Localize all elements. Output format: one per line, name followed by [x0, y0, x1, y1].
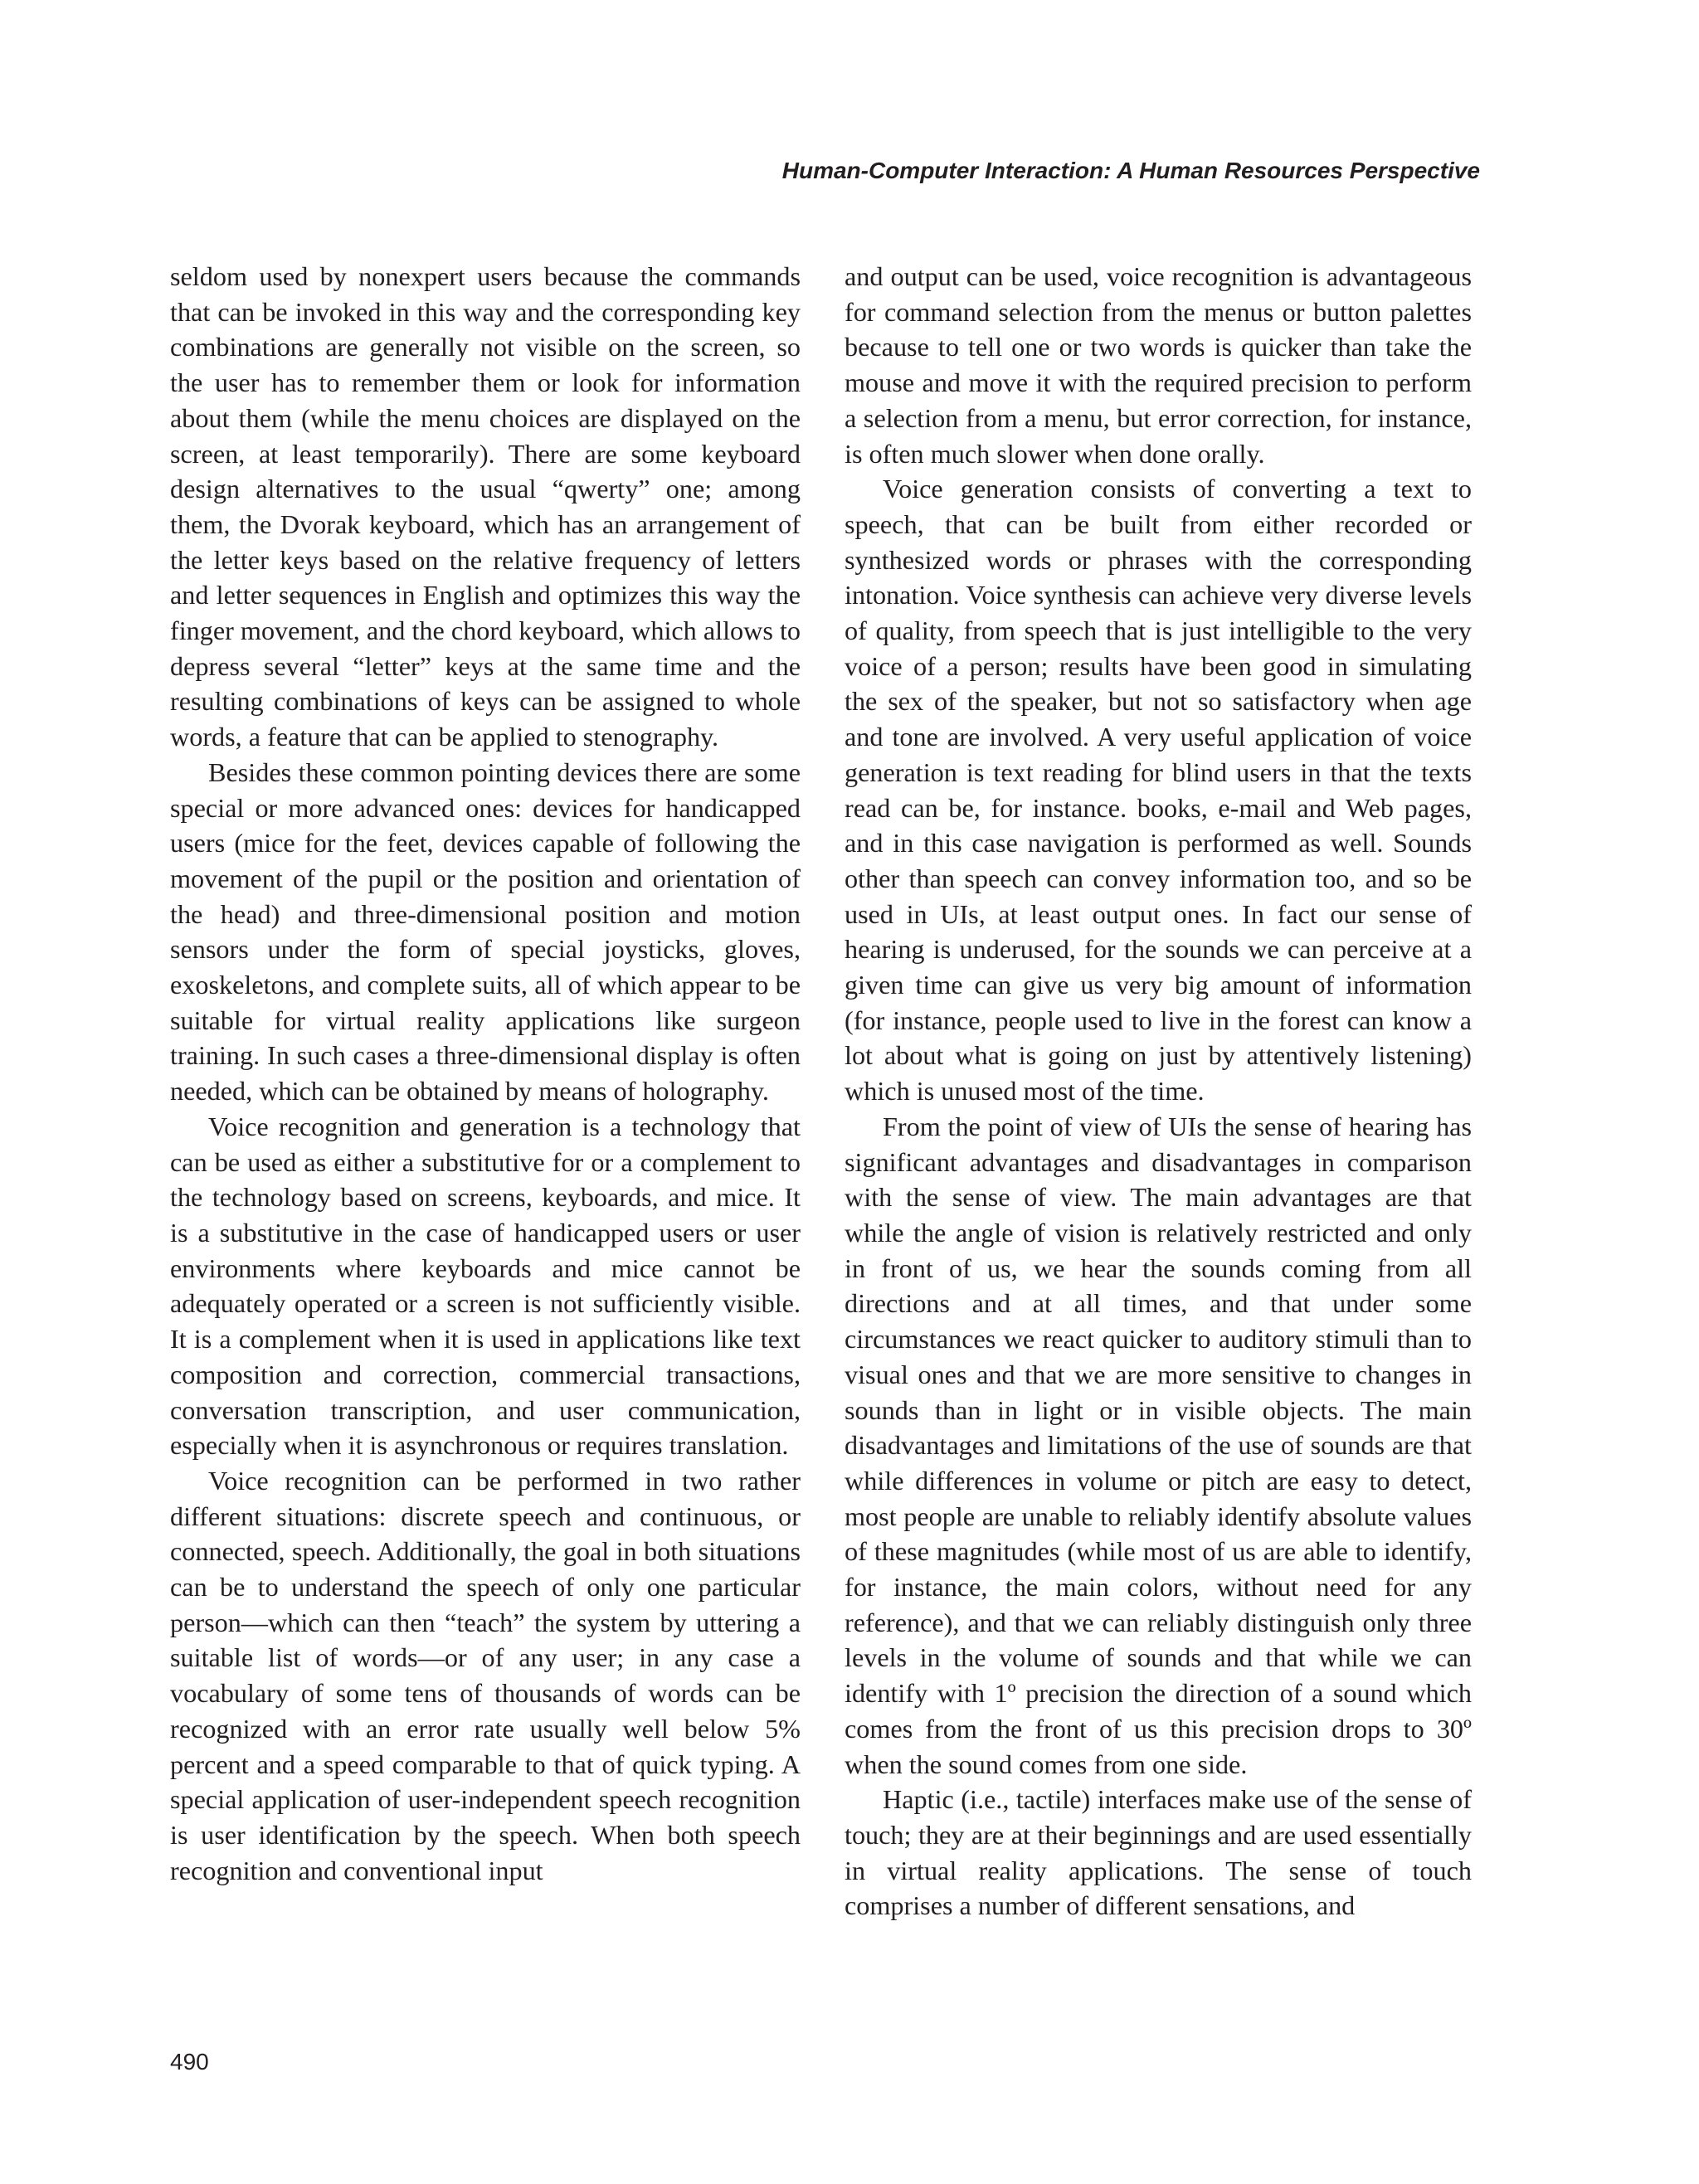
paragraph: Haptic (i.e., tactile) interfaces make use of the sense of touch; they are at their beginnings and are used essentially in virtual reality applications. The sense of touch comprises a number of different sensations, and [845, 1784, 1472, 1921]
paragraph: Voice generation consists of converting a text to speech, that can be built from either recorded or synthesized words or phrases with the corresponding intonation. Voice synthesis can achieve very diverse levels of quality, from speech that is just intelligible to the very voice of a person; results have been good in simulating the sex of the speaker, but not so satisfactory when age and tone are involved. A very useful application of voice generation is text reading for blind users in that the texts read can be, for instance. books, e-mail and Web pages, and in this case navigation is performed as well. Sounds other than speech can convey information too, and so be used in UIs, at least output ones. In fact our sense of hearing is underused, for the sounds we can perceive at a given time can give us very big amount of information (for instance, people used to live in the forest can know a lot about what is going on just by attentively listening) which is unused most of the time. [845, 474, 1472, 1107]
right-column [845, 259, 1472, 1924]
paragraph: From the point of view of UIs the sense of hearing has significant advantages and disadvantages in comparison with the sense of view. The main advantages are that while the angle of vision is relatively restricted and only in front of us, we hear the sounds coming from all directions and at all times, and that under some circumstances we react quicker to auditory stimuli than to visual ones and that we are more sensitive to changes in sounds than in light or in visible objects. The main disadvantages and limitations of the use of sounds are that while differences in volume or pitch are easy to detect, most people are unable to reliably identify absolute values of these magnitudes (while most of us are able to identify, for instance, the main colors, without need for any reference), and that we can reliably distinguish only three levels in the volume of sounds and that while we can identify with 1º precision the direction of a sound which comes from the front of us this precision drops to 30º when the sound comes from one side. [845, 1111, 1472, 1779]
running-header: Human-Computer Interaction: A Human Resources Perspective [781, 158, 1480, 183]
paragraph: Voice recognition and generation is a technology that can be used as either a substitutive for or a complement to the technology based on screens, keyboards, and mice. It is a substitutive in the case of handicapped users or user environments where keyboards and mice cannot be adequately operated or a screen is not sufficiently visible. It is a complement when it is used in applications like text composition and correction, commercial transactions, conversation transcription, and user communication, especially when it is asynchronous or requires translation. [170, 1111, 801, 1461]
paragraph: Voice recognition can be performed in two rather different situations: discrete speech and continuous, or connected, speech. Additionally, the goal in both situations can be to understand the speech of only one particular person—which can then “teach” the system by uttering a suitable list of words—or of any user; in any case a vocabulary of some tens of thousands of words can be recognized with an error rate usually well below 5% percent and a speed comparable to that of quick typing. A special application of user-independent speech recognition is user identification by the speech. When both speech recognition and conventional input [170, 1465, 801, 1885]
page-number: 490 [170, 2049, 209, 2075]
paragraph: and output can be used, voice recognition is advantageous for command selection from the menus or button palettes because to tell one or two words is quicker than take the mouse and move it with the required precision to perform a selection from a menu, but error correction, for instance, is often much slower when done orally. [845, 261, 1472, 469]
paragraph: Besides these common pointing devices there are some special or more advanced ones: devices for handicapped users (mice for the feet, devices capable of following the movement of the pupil or the position and orientation of the head) and three-dimensional position and motion sensors under the form of special joysticks, gloves, exoskeletons, and complete suits, all of which appear to be suitable for virtual reality applications like surgeon training. In such cases a three-dimensional display is often needed, which can be obtained by means of holography. [170, 756, 801, 1107]
left-column [170, 259, 801, 1888]
paragraph: seldom used by nonexpert users because the commands that can be invoked in this way and the corresponding key combinations are generally not visible on the screen, so the user has to remember them or look for information about them (while the menu choices are displayed on the screen, at least temporarily). There are some keyboard design alternatives to the usual “qwerty” one; among them, the Dvorak keyboard, which has an arrangement of the letter keys based on the relative frequency of letters and letter sequences in English and optimizes this way the finger movement, and the chord keyboard, which allows to depress several “letter” keys at the same time and the resulting combinations of keys can be assigned to whole words, a feature that can be applied to stenography. [170, 261, 801, 752]
